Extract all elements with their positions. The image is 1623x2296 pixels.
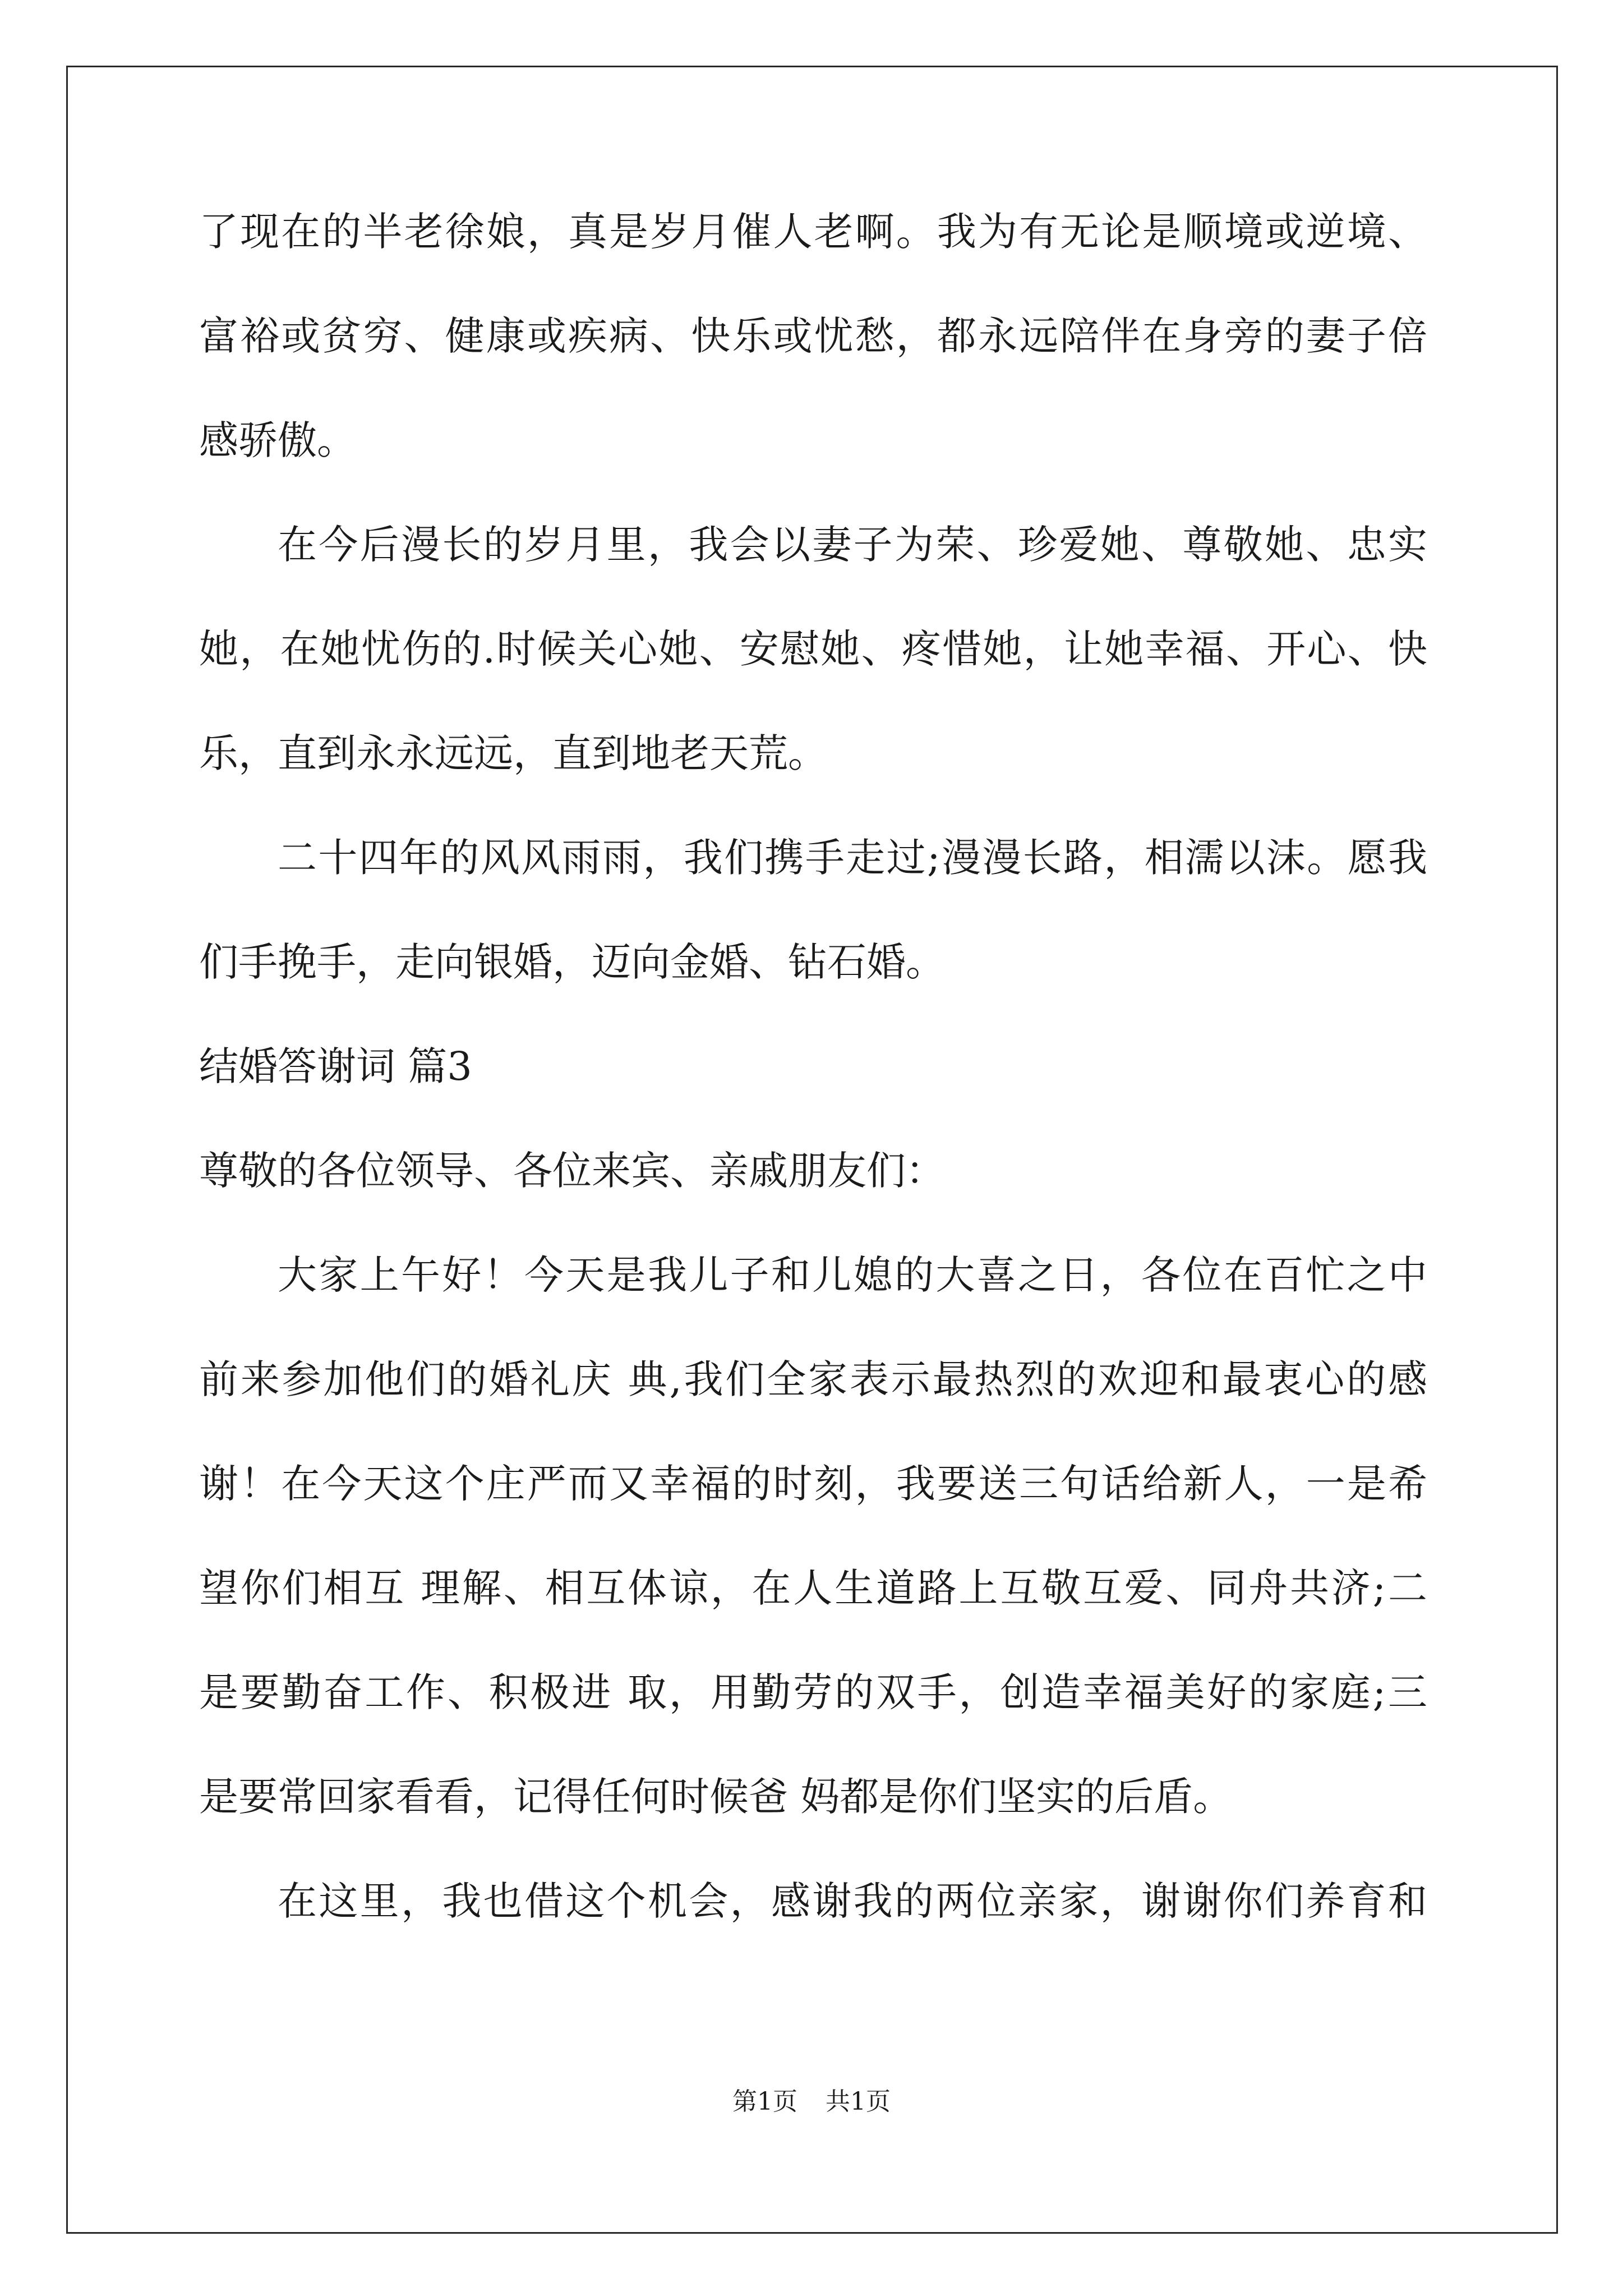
text-line-7: 二十四年的风风雨雨，我们携手走过;漫漫长路，相濡以沫。愿我 [278,835,1427,881]
text-line-6: 乐，直到永永远远，直到地老天荒。 [199,730,827,776]
text-line-12: 前来参加他们的婚礼庆 典,我们全家表示最热烈的欢迎和最衷心的感 [199,1356,1427,1402]
text-line-8: 们手挽手，走向银婚，迈向金婚、钻石婚。 [199,939,945,985]
salutation: 尊敬的各位领导、各位来宾、亲戚朋友们： [199,1148,945,1194]
document-body [199,180,1427,1953]
text-line-4: 在今后漫长的岁月里，我会以妻子为荣、珍爱她、尊敬她、忠实 [278,522,1427,568]
text-line-15: 是要勤奋工作、积极进 取，用勤劳的双手，创造幸福美好的家庭;三 [199,1669,1427,1715]
text-line-14: 望你们相互 理解、相互体谅，在人生道路上互敬互爱、同舟共济;二 [199,1565,1427,1611]
page-number-current: 第1页 [732,2087,797,2116]
text-line-2: 富裕或贫穷、健康或疾病、快乐或忧愁，都永远陪伴在身旁的妻子倍 [199,313,1427,359]
text-line-5: 她，在她忧伤的.时候关心她、安慰她、疼惜她，让她幸福、开心、快 [199,626,1427,672]
text-line-11: 大家上午好！今天是我儿子和儿媳的大喜之日，各位在百忙之中 [278,1252,1427,1298]
section-heading: 结婚答谢词 篇3 [199,1043,472,1089]
page-number-total: 共1页 [826,2087,891,2116]
page-footer [0,2081,1623,2117]
text-line-3: 感骄傲。 [199,417,356,463]
text-line-1: 了现在的半老徐娘，真是岁月催人老啊。我为有无论是顺境或逆境、 [199,209,1427,255]
text-line-16: 是要常回家看看，记得任何时候爸 妈都是你们坚实的后盾。 [199,1774,1233,1820]
text-line-17: 在这里，我也借这个机会，感谢我的两位亲家，谢谢你们养育和 [278,1878,1427,1924]
text-line-13: 谢！在今天这个庄严而又幸福的时刻，我要送三句话给新人，一是希 [199,1461,1427,1507]
